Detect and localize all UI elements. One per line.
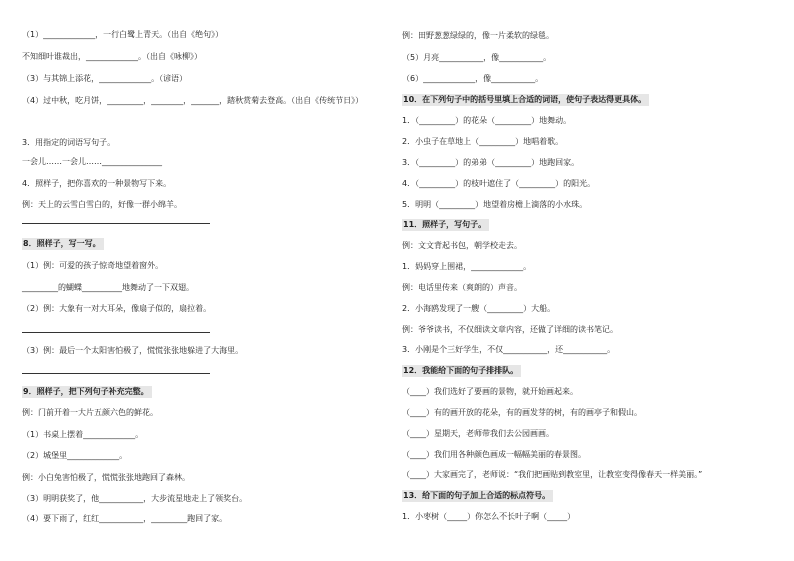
item-right-23: 1．小枣树（_____）你怎么不长叶子啊（_____）: [402, 512, 576, 521]
item-right-11: 1．妈妈穿上围裙，_____________。: [402, 262, 532, 271]
item-right-21: （____）大家画完了，老师说：“我们把画贴到教室里，让教室变得像春天一样美丽。”: [402, 470, 703, 479]
item-left-7: 例：天上的云雪白雪白的，好像一群小绵羊。: [22, 200, 182, 209]
item-left-6: 4．照样子，把你喜欢的一种景物写下来。: [22, 179, 172, 188]
item-right-8: 5．明明（_________）地望着房檐上滴落的小水珠。: [402, 200, 588, 209]
item-left-18: （3）明明获奖了，他___________，大步流星地走上了领奖台。: [22, 494, 248, 503]
answer-line: [22, 223, 210, 224]
item-right-10: 例：文文背起书包，朝学校走去。: [402, 241, 522, 250]
item-right-19: （____）星期天，老师带我们去公园画画。: [402, 429, 554, 438]
answer-line: [22, 332, 210, 333]
item-left-19: （4）要下雨了，红红___________，_________跑回了家。: [22, 514, 228, 523]
item-right-12: 例：电话里传来（爽朗的）声音。: [402, 283, 522, 292]
item-left-2: （3）与其锦上添花，_____________。（谚语）: [22, 74, 188, 83]
item-left-0: （1）_____________，一行白鹭上青天。（出自《绝句》）: [22, 30, 224, 39]
item-left-16: （2）城堡里_____________。: [22, 451, 128, 460]
section-11-heading: 11．照样子，写句子。: [402, 219, 489, 231]
item-right-15: 3．小刚是个三好学生，不仅___________，还___________。: [402, 345, 616, 354]
item-left-5: 一会儿……一会儿……_______________: [22, 157, 162, 166]
item-right-14: 例：爷爷读书，不仅细读文章内容，还做了详细的读书笔记。: [402, 325, 618, 334]
item-left-10: _________的蝴蝶__________地舞动了一下双翅。: [22, 283, 194, 292]
item-right-0: 例：田野葱葱绿绿的，像一片柔软的绿毯。: [402, 31, 554, 40]
item-right-4: 1．（_________）的花朵（_________）地舞动。: [402, 116, 572, 125]
item-left-14: 例：门前开着一大片五颜六色的鲜花。: [22, 408, 158, 417]
item-left-1: 不知细叶谁裁出，_____________。（出自《咏柳》）: [22, 52, 202, 61]
item-right-17: （____）我们选好了要画的景物，就开始画起来。: [402, 387, 578, 396]
item-left-9: （1）例：可爱的孩子惊奇地望着窗外。: [22, 261, 164, 270]
item-right-13: 2．小海鸥发现了一艘（_________）大船。: [402, 304, 556, 313]
item-left-17: 例：小白兔害怕极了，慌慌张张地跑回了森林。: [22, 473, 190, 482]
item-right-7: 4．（_________）的枝叶遮住了（_________）的阳光。: [402, 179, 596, 188]
item-right-1: （5）月亮___________，像___________。: [402, 53, 552, 62]
item-right-18: （____）有的画开放的花朵，有的画发芽的树，有的画亭子和假山。: [402, 408, 642, 417]
item-left-11: （2）例：大象有一对大耳朵，像扇子似的，扇拉着。: [22, 304, 212, 313]
item-left-12: （3）例：最后一个太阳害怕极了，慌慌张张地躲进了大海里。: [22, 346, 244, 355]
item-right-20: （____）我们用各种颜色画成一幅幅美丽的春景图。: [402, 450, 586, 459]
section-12-heading: 12．我能给下面的句子排排队。: [402, 365, 521, 377]
section-13-heading: 13．给下面的句子加上合适的标点符号。: [402, 490, 553, 502]
section-9-heading: 9．照样子，把下列句子补充完整。: [22, 386, 152, 398]
item-left-4: 3．用指定的词语写句子。: [22, 138, 116, 147]
item-right-6: 3．（_________）的弟弟（_________）地跑回家。: [402, 158, 580, 167]
section-8-heading: 8．照样子，写一写。: [22, 238, 104, 250]
item-left-3: （4）过中秋，吃月饼，_________，________，_______，踏秋赏菊去登高。（出自《传统节日》）: [22, 96, 364, 105]
right-column: [402, 0, 786, 561]
left-column: [22, 0, 406, 561]
item-right-5: 2．小虫子在草地上（_________）地唱着歌。: [402, 137, 564, 146]
item-left-15: （1）书桌上摆着_____________。: [22, 430, 144, 439]
section-10-heading: 10．在下列句子中的括号里填上合适的词语，使句子表达得更具体。: [402, 94, 649, 106]
answer-line: [22, 373, 210, 374]
item-right-2: （6）_____________，像___________。: [402, 74, 544, 83]
